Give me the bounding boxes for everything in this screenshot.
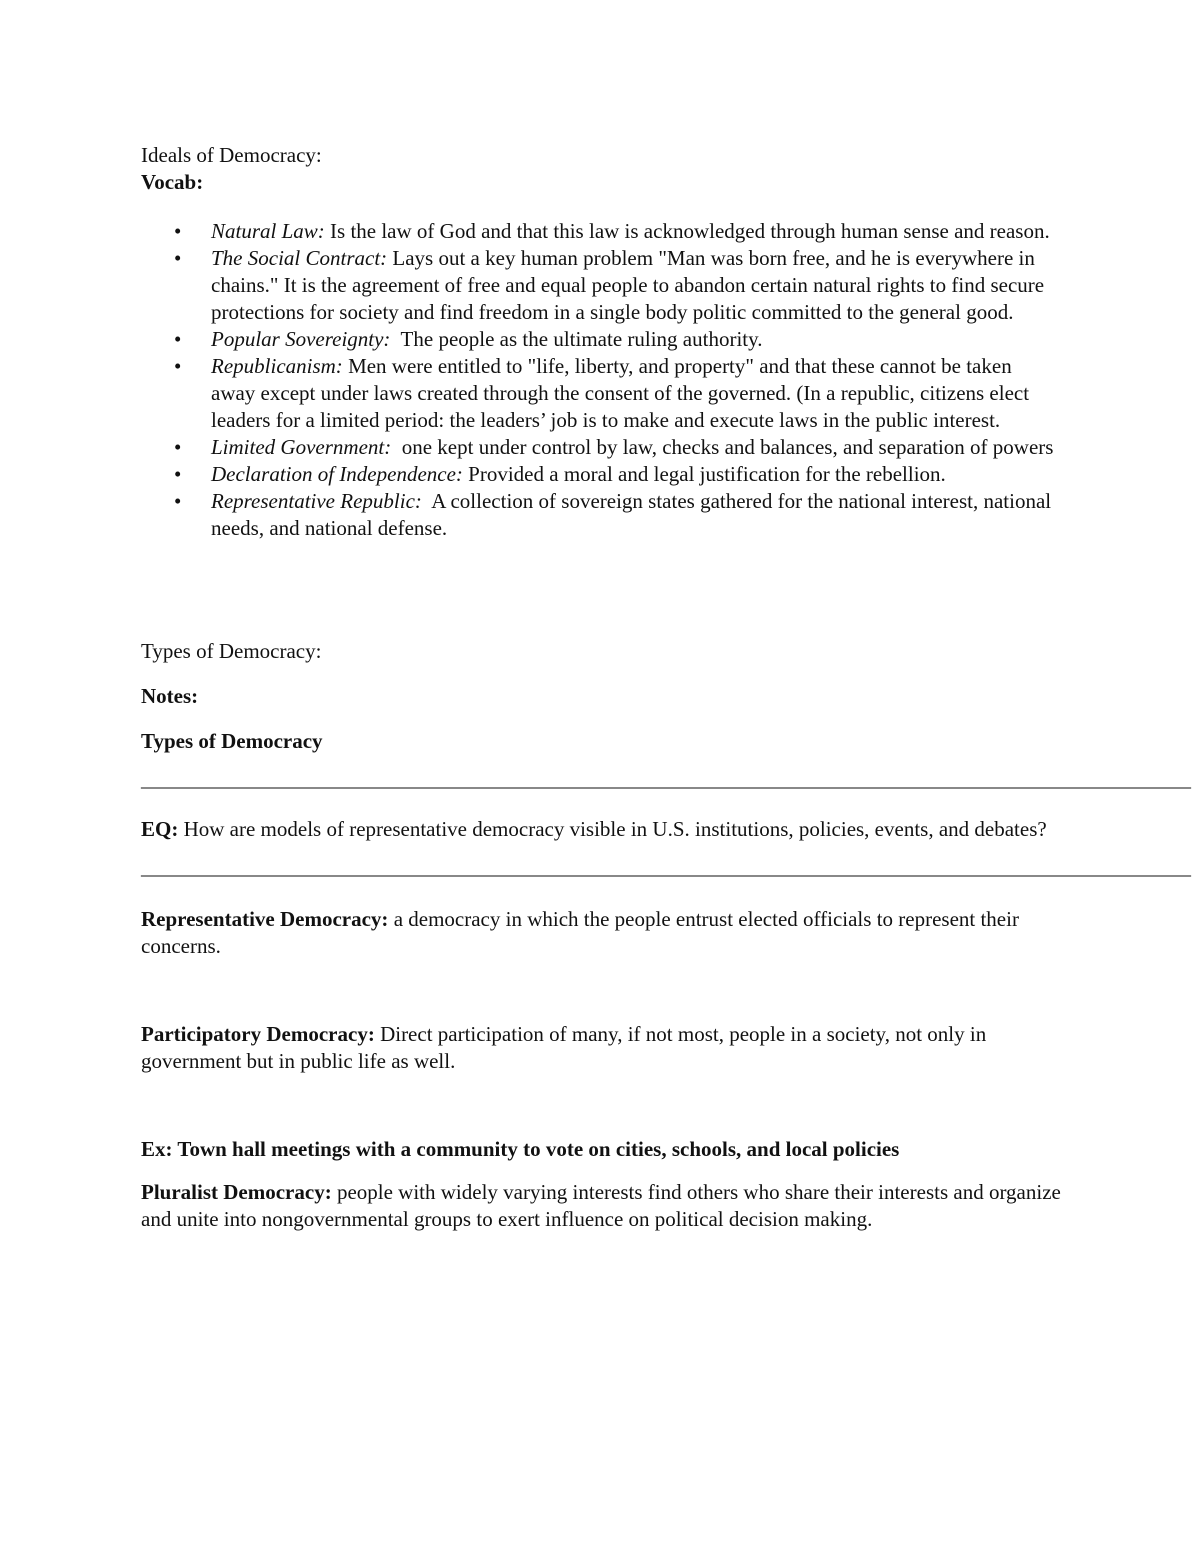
heading-types-of-democracy: Types of Democracy: <box>141 639 322 663</box>
bullet-icon: • <box>174 489 182 513</box>
representative-term: Representative Democracy: <box>141 907 389 931</box>
vocab-item-representative-republic <box>141 488 1061 542</box>
vocab-term: Limited Government: <box>211 435 392 459</box>
document-page <box>141 142 1191 1233</box>
eq-text: How are models of representative democracy visible in U.S. institutions, policies, events, and debates? <box>178 817 1047 841</box>
types-title: Types of Democracy <box>141 729 323 753</box>
vocab-definition: Lays out a key human problem "Man was born free, and he is everywhere in chains." It is the agreement of free and equal people to abandon certain natural rights to find secure protections for society and find freedom in a single body politic committed to the general good. <box>211 246 1045 324</box>
vocab-definition: one kept under control by law, checks and balances, and separation of powers <box>391 435 1054 459</box>
vocab-label: Vocab: <box>141 170 204 194</box>
bullet-icon: • <box>174 327 182 351</box>
participatory-term: Participatory Democracy: <box>141 1022 375 1046</box>
vocab-item-social-contract <box>141 245 1061 326</box>
vocab-item-limited-government <box>141 434 1061 461</box>
bullet-icon: • <box>174 435 182 459</box>
bullet-icon: • <box>174 354 182 378</box>
heading-ideals-of-democracy: Ideals of Democracy: <box>141 143 322 167</box>
bullet-icon: • <box>174 219 182 243</box>
vocab-list <box>141 218 1061 542</box>
pluralist-democracy-entry <box>141 1179 1061 1233</box>
vocab-term: Representative Republic: <box>211 489 422 513</box>
vocab-definition: A collection of sovereign states gathered for the national interest, national needs, and national defense. <box>211 489 1057 540</box>
pluralist-term: Pluralist Democracy: <box>141 1180 332 1204</box>
vocab-definition: Men were entitled to "life, liberty, and property" and that these cannot be taken away except under laws created through the consent of the governed. (In a republic, citizens elect leaders for a limited period: the leaders’ job is to make and execute laws in the public interest. <box>211 354 1030 432</box>
representative-democracy-entry <box>141 906 1061 960</box>
participatory-text: Direct participation of many, if not most, people in a society, not only in government but in public life as well. <box>141 1022 987 1073</box>
representative-text: a democracy in which the people entrust elected officials to represent their concerns. <box>141 907 1019 958</box>
divider-rule-top: —————————————————————————————————————————————————— <box>141 774 1191 798</box>
participatory-democracy-entry <box>141 1021 1061 1075</box>
example-line: Ex: Town hall meetings with a community to vote on cities, schools, and local policies <box>141 1137 900 1161</box>
notes-label: Notes: <box>141 684 199 708</box>
vocab-definition: Provided a moral and legal justification for the rebellion. <box>462 462 946 486</box>
bullet-icon: • <box>174 246 182 270</box>
pluralist-text: people with widely varying interests find others who share their interests and organize and unite into nongovernmental groups to exert influence on political decision making. <box>141 1180 1061 1231</box>
vocab-term: Popular Sovereignty: <box>211 327 391 351</box>
bullet-icon: • <box>174 462 182 486</box>
vocab-term: Republicanism: <box>211 354 343 378</box>
vocab-term: Natural Law: <box>211 219 325 243</box>
vocab-item-natural-law <box>141 218 1061 245</box>
vocab-item-declaration-of-independence <box>141 461 1061 488</box>
essential-question <box>141 816 1061 843</box>
vocab-item-popular-sovereignty <box>141 326 1061 353</box>
vocab-term: The Social Contract: <box>211 246 388 270</box>
vocab-definition: Is the law of God and that this law is acknowledged through human sense and reason. <box>324 219 1050 243</box>
eq-label: EQ: <box>141 817 179 841</box>
vocab-item-republicanism <box>141 353 1061 434</box>
divider-rule-bottom: —————————————————————————————————————————————————— <box>141 862 1191 886</box>
vocab-term: Declaration of Independence: <box>211 462 463 486</box>
vocab-definition: The people as the ultimate ruling authority. <box>390 327 763 351</box>
